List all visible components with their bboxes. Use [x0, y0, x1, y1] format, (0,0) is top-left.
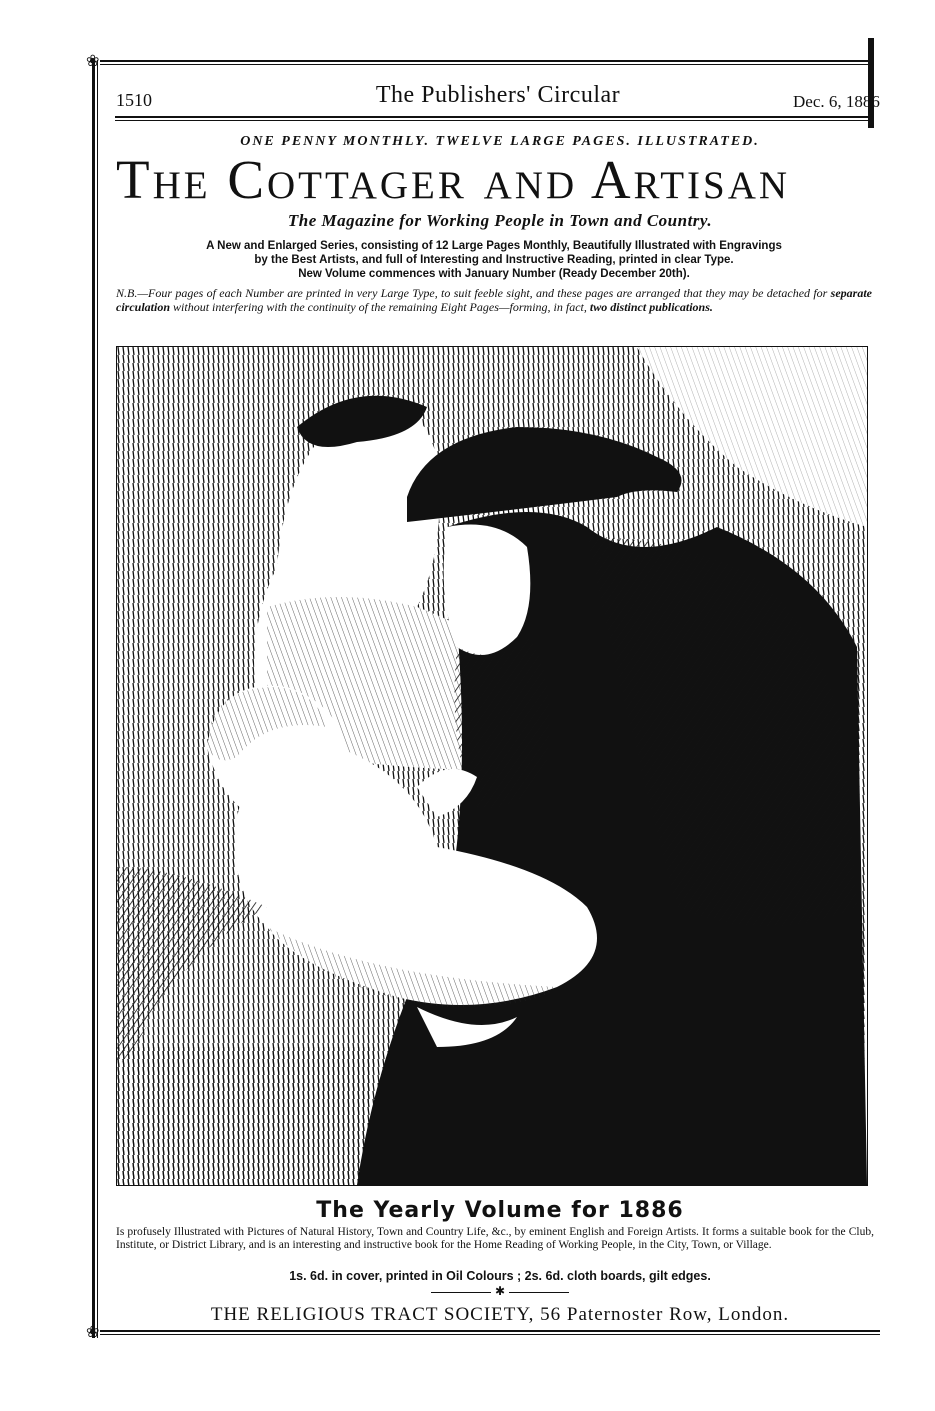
engraving-illustration [116, 346, 868, 1186]
running-title-text: The Publishers' Circular [375, 82, 621, 108]
bottom-rule-inner [100, 1334, 880, 1335]
tagline: ONE PENNY MONTHLY. TWELVE LARGE PAGES. ILLUSTRATED. [240, 134, 760, 149]
nb-note-emphasis: two distinct publications. [589, 300, 713, 314]
bottom-rule [100, 1330, 880, 1332]
yearly-volume-heading: The Yearly Volume for 1886 [316, 1198, 684, 1223]
corner-ornament-icon: ❀ [86, 1324, 100, 1341]
price-line: 1s. 6d. in cover, printed in Oil Colours ; 2s. 6d. cloth boards, gilt edges. [289, 1269, 711, 1283]
magazine-title: The Cottager and Artisan [116, 149, 791, 210]
engraving-figure-group-image [117, 347, 867, 1185]
nb-note [116, 286, 872, 314]
nb-note-emphasis: separate circulation [116, 286, 872, 314]
top-rule-inner [100, 64, 872, 65]
yearly-volume-text: Is profusely Illustrated with Pictures of Natural History, Town and Country Life, &c., by eminent English and Foreign Artists. It forms a suitable book for the Club, Institute, or District Library, and is an interesting and instructive book for the Home Reading of Working People, in the City, Town, or Village. [116, 1226, 874, 1251]
magazine-subtitle: The Magazine for Working People in Town and Country. [287, 211, 713, 230]
description: A New and Enlarged Series, consisting of 12 Large Pages Monthly, Beautifully Illustrated with Engravings by the Best Artists, and full of Interesting and Instructive Reading, printed in clear Type. New Volume commences with January Number (Ready December 20th). [206, 240, 782, 280]
star-divider-icon: ✱ [0, 1284, 935, 1299]
issue-date: Dec. 6, 1886 [793, 92, 880, 111]
nb-note-middle: without interfering with the continuity of the remaining Eight Pages—forming, in fact, [170, 300, 590, 314]
header-rule [115, 116, 870, 118]
top-rule [100, 60, 872, 62]
nb-note-prefix: N.B.—Four pages of each Number are printed in very Large Type, to suit feeble sight, and these pages are arranged that they may be detached for [116, 286, 831, 300]
corner-ornament-icon: ❀ [86, 53, 100, 70]
frame-left-rule-inner [97, 60, 98, 1338]
publisher-imprint: THE RELIGIOUS TRACT SOCIETY, 56 Paternoster Row, London. [210, 1304, 790, 1325]
frame-left-rule [92, 60, 95, 1338]
page-number: 1510 [116, 90, 152, 110]
header-rule-inner [115, 120, 870, 121]
